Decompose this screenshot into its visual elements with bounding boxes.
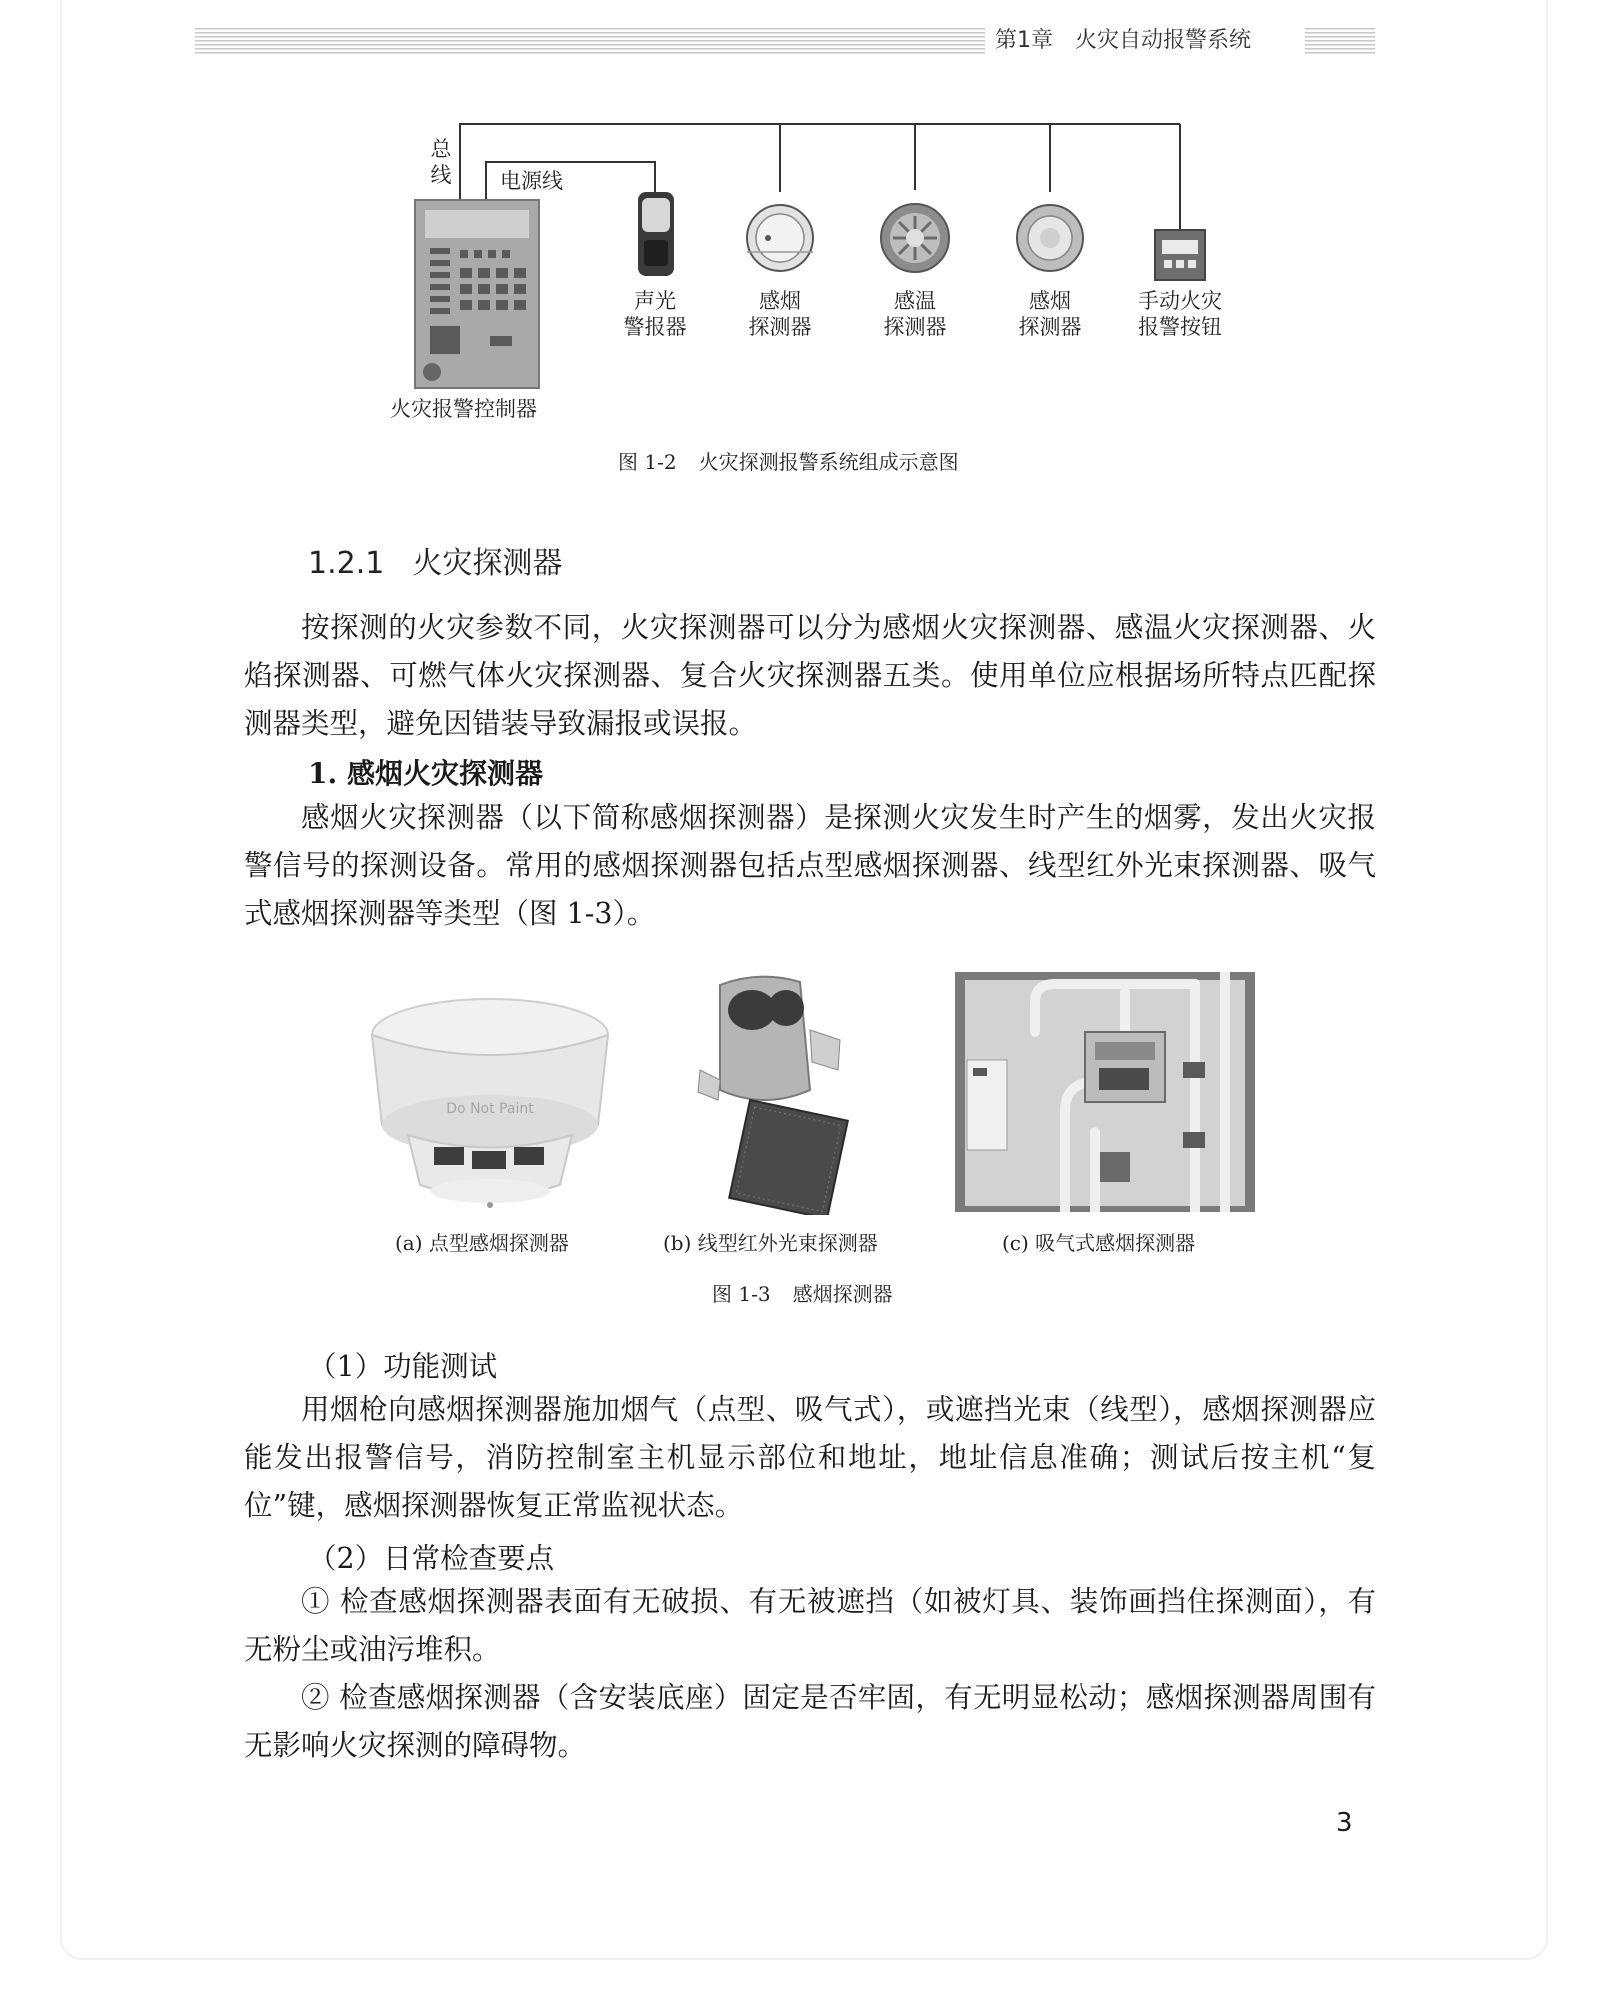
header-text <box>995 24 1251 58</box>
section-title: 火灾探测器 <box>412 546 563 581</box>
point-smoke-detector-image <box>360 995 620 1220</box>
chapter-title: 火灾自动报警系统 <box>1075 28 1252 53</box>
function-test-heading: （1）功能测试 <box>308 1350 498 1383</box>
beam-detector-image <box>690 970 870 1215</box>
section-heading <box>308 538 562 582</box>
check-item-1: ① 检查感烟探测器表面有无破损、有无被遮挡（如被灯具、装饰画挡住探测面），有无粉尘或油污堆积。 <box>244 1585 1376 1666</box>
smoke-detector-icon-2 <box>1017 205 1083 271</box>
subcaption-point-type: (a) 点型感烟探测器 <box>395 1231 569 1255</box>
beam-detector-photo <box>690 970 870 1215</box>
heat-detector-icon <box>881 204 949 272</box>
device-label-smoke-1: 感烟 探测器 <box>748 289 812 339</box>
intro-paragraph: 按探测的火灾参数不同，火灾探测器可以分为感烟火灾探测器、感温火灾探测器、火焰探测器、可燃气体火灾探测器、复合火灾探测器五类。使用单位应根据场所特点匹配探测器类型，避免因错装导致漏报或误报。 <box>244 611 1376 740</box>
power-line-label: 电源线 <box>500 169 563 193</box>
chapter-number: 第1章 <box>995 28 1053 53</box>
function-test-paragraph: 用烟枪向感烟探测器施加烟气（点型、吸气式），或遮挡光束（线型），感烟探测器应能发出报警信号，消防控制室主机显示部位和地址，地址信息准确；测试后按主机“复位”键，感烟探测器恢复正常监视状态。 <box>244 1393 1376 1522</box>
subcaption-beam-type: (b) 线型红外光束探测器 <box>663 1231 878 1255</box>
figure-1-2-caption-text: 火灾探测报警系统组成示意图 <box>698 450 959 474</box>
device-label-sounder: 声光 警报器 <box>623 289 687 339</box>
controller-label: 火灾报警控制器 <box>390 397 537 421</box>
figure-1-2-caption <box>618 446 959 475</box>
figure-1-2-caption-number: 图 1-2 <box>618 450 677 474</box>
controller-cabinet <box>415 200 539 388</box>
system-diagram <box>390 100 1260 440</box>
device-label-manual-call-point: 手动火灾 报警按钮 <box>1138 289 1222 339</box>
figure-1-3-caption-number: 图 1-3 <box>712 1282 771 1306</box>
device-label-smoke-2: 感烟 探测器 <box>1018 289 1082 339</box>
smoke-detector-icon-1 <box>747 205 813 271</box>
daily-check-heading: （2）日常检查要点 <box>308 1542 555 1575</box>
running-header <box>195 24 1375 58</box>
device-label-heat: 感温 探测器 <box>883 289 947 339</box>
figure-1-2 <box>390 100 1260 440</box>
subcaption-aspirating-type: (c) 吸气式感烟探测器 <box>1002 1231 1196 1255</box>
point-smoke-detector-photo <box>360 995 620 1220</box>
header-hatch-right <box>1305 28 1375 54</box>
do-not-paint-print: Do Not Paint <box>446 1101 534 1117</box>
check-item-2: ② 检查感烟探测器（含安装底座）固定是否牢固，有无明显松动；感烟探测器周围有无影响火灾探测的障碍物。 <box>244 1681 1376 1762</box>
aspirating-detector-image <box>955 972 1255 1212</box>
figure-1-3-caption-text: 感烟探测器 <box>792 1282 893 1306</box>
smoke-detector-heading: 1. 感烟火灾探测器 <box>308 757 543 790</box>
section-number: 1.2.1 <box>308 546 385 581</box>
smoke-detector-description: 感烟火灾探测器（以下简称感烟探测器）是探测火灾发生时产生的烟雾，发出火灾报警信号的探测设备。常用的感烟探测器包括点型感烟探测器、线型红外光束探测器、吸气式感烟探测器等类型（图 1-3）。 <box>244 801 1376 930</box>
header-hatch-left <box>195 28 985 54</box>
aspirating-detector-photo <box>955 972 1255 1212</box>
figure-1-3-caption <box>712 1278 893 1307</box>
page-number: 3 <box>1336 1808 1353 1838</box>
bus-label: 总线 <box>430 137 452 187</box>
sounder-strobe-icon <box>638 192 674 276</box>
manual-call-point-icon <box>1155 230 1205 280</box>
